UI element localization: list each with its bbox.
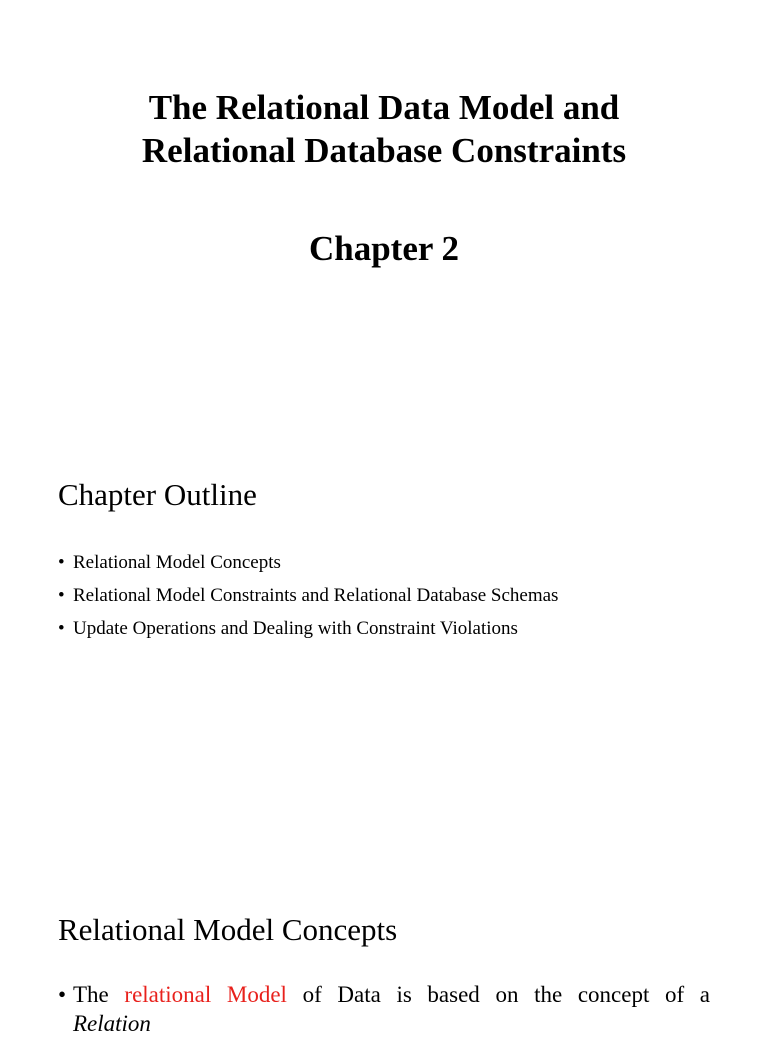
paragraph-text-start: The [73,982,125,1007]
list-item [58,579,558,612]
chapter-label: Chapter 2 [308,229,460,268]
bullet-icon: • [58,618,65,639]
highlighted-term: relational Model [124,982,287,1007]
bullet-icon: • [58,552,65,573]
concepts-paragraph [58,980,710,1009]
title-line-1: The Relational Data Model and [148,88,620,127]
presentation-title [0,86,768,172]
paragraph-text-end: of Data is based on the concept of a [286,982,710,1007]
list-item-text: Relational Model Concepts [73,552,281,573]
concepts-slide [0,896,768,1024]
title-slide [0,0,768,320]
concepts-heading: Relational Model Concepts [58,912,398,947]
outline-slide [0,460,768,720]
list-item [58,612,558,645]
bullet-icon: • [58,982,67,1007]
outline-heading: Chapter Outline [58,477,257,512]
paragraph-continuation: Relation [73,1011,151,1036]
outline-list [58,546,558,645]
list-item-text: Update Operations and Dealing with Constraint Violations [73,618,518,639]
bullet-icon: • [58,585,65,606]
list-item [58,546,558,579]
list-item-text: Relational Model Constraints and Relational Database Schemas [73,585,559,606]
title-line-2: Relational Database Constraints [141,131,627,170]
